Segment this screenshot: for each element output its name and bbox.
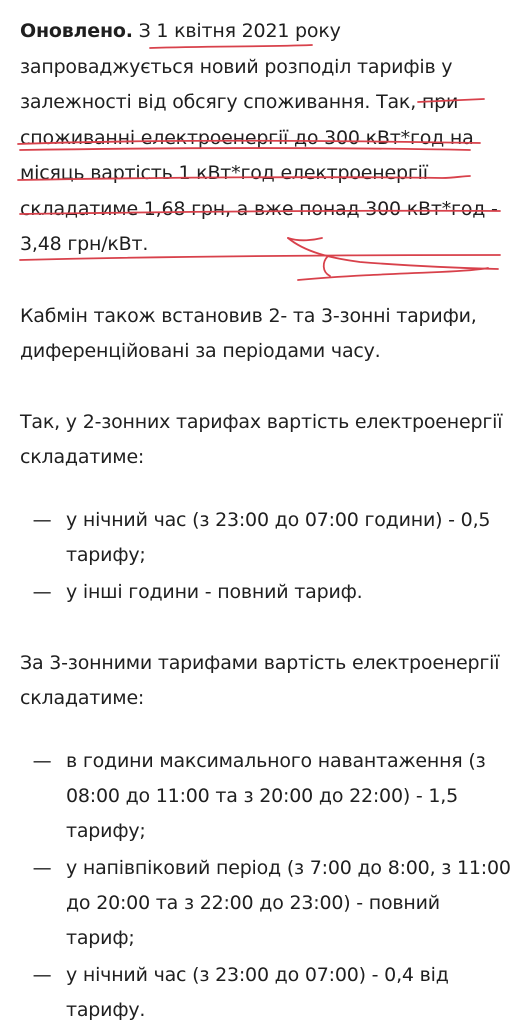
- zones-paragraph: Кабмін також встановив 2- та 3-зонні тарифи, диференційовані за періодами часу.: [20, 304, 477, 362]
- dash-bullet: —: [32, 963, 52, 986]
- two-zone-intro: Так, у 2-зонних тарифах вартість електроенергії складатиме:: [20, 410, 503, 468]
- article-text: [20, 14, 512, 1030]
- dash-bullet: —: [32, 580, 52, 603]
- list-item-text: у інші години - повний тариф.: [66, 580, 363, 603]
- list-item: [20, 744, 512, 849]
- two-zone-list: [20, 503, 512, 610]
- three-zone-intro: За 3-зонними тарифами вартість електроенергії складатиме:: [20, 651, 500, 709]
- intro-paragraph: [20, 14, 512, 263]
- list-item-text: у нічний час (з 23:00 до 07:00 години) - 0,5 тарифу;: [66, 508, 491, 566]
- list-item-text: в години максимального навантаження (з 08:00 до 11:00 та з 20:00 до 22:00) - 1,5 тарифу;: [66, 749, 486, 842]
- list-item: [20, 575, 512, 610]
- intro-text: З 1 квітня 2021 року запроваджується новий розподіл тарифів у залежності від обсягу споживання. Так, при споживанні електроенергії до 300 кВт*год на місяць вартість 1 кВт*год електроенергії складатиме 1,68 грн, а вже понад 300 кВт*год - 3,48 грн/кВт.: [20, 20, 498, 255]
- dash-bullet: —: [32, 749, 52, 772]
- list-item: [20, 958, 512, 1028]
- list-item: [20, 851, 512, 956]
- three-zone-list: [20, 744, 512, 1028]
- dash-bullet: —: [32, 508, 52, 531]
- list-item: [20, 503, 512, 573]
- list-item-text: у напівпіковий період (з 7:00 до 8:00, з 11:00 до 20:00 та з 22:00 до 23:00) - повний тариф;: [66, 856, 511, 949]
- updated-label: Оновлено.: [20, 20, 133, 42]
- list-item-text: у нічний час (з 23:00 до 07:00) - 0,4 від тарифу.: [66, 963, 449, 1021]
- dash-bullet: —: [32, 856, 52, 879]
